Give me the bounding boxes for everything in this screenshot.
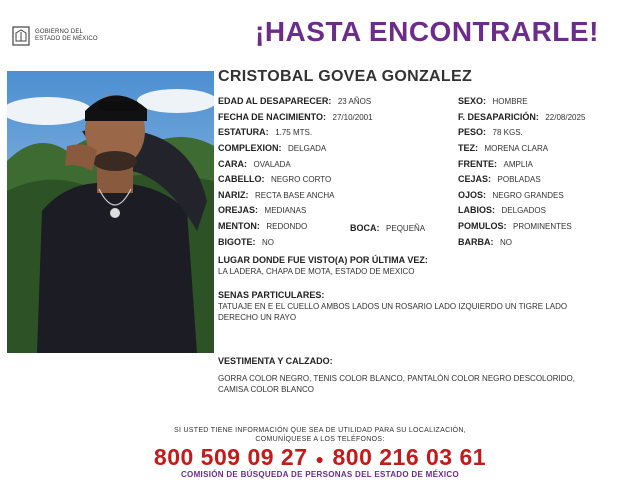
tez-value: MORENA CLARA	[484, 144, 549, 153]
person-photo-illustration	[7, 71, 214, 353]
government-logo	[12, 24, 122, 48]
nariz-label: NARIZ:	[218, 190, 249, 200]
footer-note-line-1: SI USTED TIENE INFORMACIÓN QUE SEA DE UTILIDAD PARA SU LOCALIZACIÓN,	[173, 427, 467, 434]
person-photo	[7, 71, 214, 353]
complexion-label: COMPLEXION:	[218, 143, 282, 153]
menton-value: REDONDO	[266, 222, 308, 231]
field-frente	[458, 159, 533, 169]
ojos-label: OJOS:	[458, 190, 487, 200]
field-peso	[458, 127, 523, 137]
edad-value: 23 AÑOS	[337, 97, 372, 106]
labios-label: LABIOS:	[458, 205, 495, 215]
sexo-value: HOMBRE	[492, 97, 528, 106]
barba-label: BARBA:	[458, 237, 494, 247]
field-ojos	[458, 190, 564, 200]
footer-note-line-2: COMUNÍQUESE A LOS TELÉFONOS:	[255, 436, 385, 443]
phone-2[interactable]: 800 216 03 61	[332, 444, 487, 470]
field-barba	[458, 237, 512, 247]
commission-name: COMISIÓN DE BÚSQUEDA DE PERSONAS DEL ESTADO DE MÉXICO	[180, 470, 459, 479]
field-fecha-desaparicion	[458, 112, 585, 122]
pomulos-label: POMULOS:	[458, 221, 507, 231]
frente-value: AMPLIA	[503, 160, 533, 169]
person-name: CRISTOBAL GOVEA GONZALEZ	[218, 68, 473, 85]
field-orejas	[218, 205, 306, 215]
field-boca	[350, 223, 425, 233]
field-cara	[218, 159, 291, 169]
lugar-label: LUGAR DONDE FUE VISTO(A) POR ÚLTIMA VEZ:	[218, 255, 428, 265]
field-sexo	[458, 96, 528, 106]
orejas-label: OREJAS:	[218, 205, 259, 215]
fdes-label: F. DESAPARICIÓN:	[458, 112, 539, 122]
edad-label: EDAD AL DESAPARECER:	[218, 96, 332, 106]
tez-label: TEZ:	[458, 143, 478, 153]
bullet-separator: ●	[315, 450, 325, 467]
field-cejas	[458, 174, 541, 184]
frente-label: FRENTE:	[458, 159, 497, 169]
gov-line-2: ESTADO DE MÉXICO	[35, 36, 98, 42]
boca-label: BOCA:	[350, 223, 380, 233]
nariz-value: RECTA BASE ANCHA	[255, 191, 335, 200]
field-cabello	[218, 174, 331, 184]
estatura-value: 1.75 MTS.	[275, 128, 313, 137]
field-pomulos	[458, 221, 572, 231]
menton-label: MENTON:	[218, 221, 260, 231]
cabello-label: CABELLO:	[218, 174, 265, 184]
cara-value: OVALADA	[253, 160, 291, 169]
fnac-label: FECHA DE NACIMIENTO:	[218, 112, 326, 122]
lugar-value: LA LADERA, CHAPA DE MOTA, ESTADO DE MEXICO	[218, 267, 415, 276]
gov-line-1: GOBIERNO DEL	[35, 29, 84, 35]
cejas-value: POBLADAS	[497, 175, 541, 184]
field-fecha-nacimiento	[218, 112, 373, 122]
senas-value: TATUAJE EN E EL CUELLO AMBOS LADOS UN ROSARIO LADO IZQUIERDO UN TIGRE LADO DERECHO UN RAYO	[218, 302, 568, 322]
peso-value: 78 KGS.	[492, 128, 523, 137]
fdes-value: 22/08/2025	[545, 113, 586, 122]
ojos-value: NEGRO GRANDES	[492, 191, 564, 200]
peso-label: PESO:	[458, 127, 487, 137]
field-tez	[458, 143, 548, 153]
bigote-value: NO	[262, 238, 275, 247]
cara-label: CARA:	[218, 159, 247, 169]
sexo-label: SEXO:	[458, 96, 487, 106]
boca-value: PEQUEÑA	[386, 224, 426, 233]
estatura-label: ESTATURA:	[218, 127, 269, 137]
orejas-value: MEDIANAS	[264, 206, 307, 215]
complexion-value: DELGADA	[288, 144, 327, 153]
pomulos-value: PROMINENTES	[513, 222, 572, 231]
field-menton	[218, 221, 307, 231]
fnac-value: 27/10/2001	[332, 113, 373, 122]
senas-label: SENAS PARTICULARES:	[218, 290, 325, 300]
phone-1[interactable]: 800 509 09 27	[153, 444, 308, 470]
field-bigote	[218, 237, 274, 247]
field-labios	[458, 205, 546, 215]
vestimenta-value: GORRA COLOR NEGRO, TENIS COLOR BLANCO, PANTALÓN COLOR NEGRO DESCOLORIDO, CAMISA COLOR BLANCO	[218, 374, 575, 394]
field-estatura	[218, 127, 312, 137]
cabello-value: NEGRO CORTO	[271, 175, 332, 184]
field-nariz	[218, 190, 334, 200]
phone-numbers	[0, 444, 640, 471]
labios-value: DELGADOS	[501, 206, 546, 215]
state-seal-icon	[12, 26, 30, 46]
field-edad	[218, 96, 371, 106]
field-complexion	[218, 143, 326, 153]
cejas-label: CEJAS:	[458, 174, 492, 184]
barba-value: NO	[500, 238, 513, 247]
vestimenta-label: VESTIMENTA Y CALZADO:	[218, 356, 333, 366]
bigote-label: BIGOTE:	[218, 237, 256, 247]
page-headline: ¡HASTA ENCONTRARLE!	[255, 16, 599, 47]
